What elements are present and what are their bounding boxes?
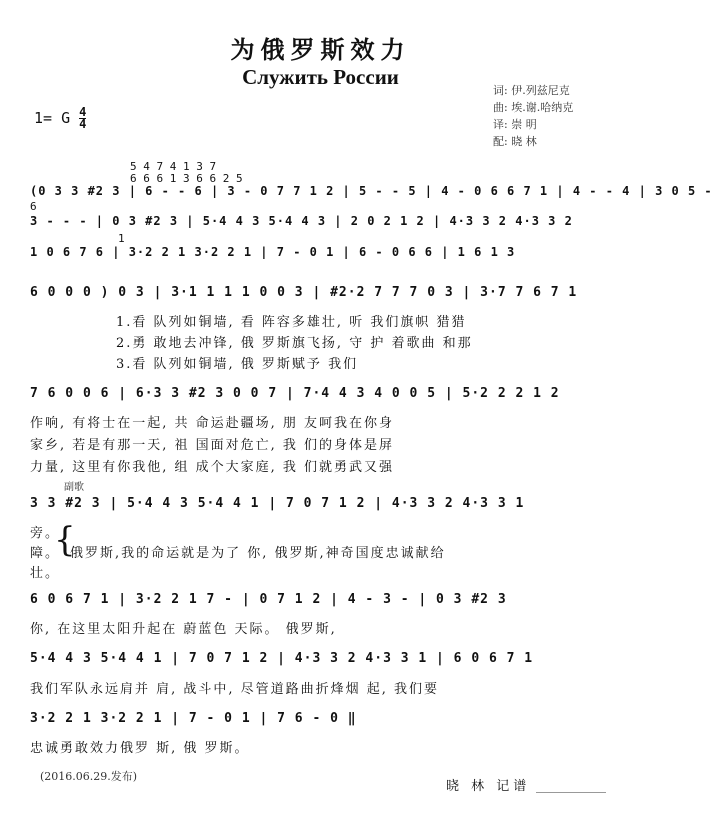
notation-line-3: 1 0 6 7 6 | 3·2 2 1 3·2 2 1 | 7 - 0 1 | 6 - 0 6 6 | 1 6 1 3 xyxy=(30,245,516,259)
verse-3-line-b: 力量, 这里有你我他, 组 成个大家庭, 我 们就勇武又强 xyxy=(30,460,395,475)
publish-date: (2016.06.29.发布) xyxy=(40,770,138,783)
notation-line-1: (0 3 3 #2 3 | 6 - - 6 | 3 - 0 7 7 1 2 | 5 - - 5 | 4 - 0 6 6 7 1 | 4 - - 4 | 3 0 5 - xyxy=(30,184,713,198)
credits-block xyxy=(493,82,573,150)
chorus-lyric-2: 你, 在这里太阳升起在 蔚蓝色 天际。 俄罗斯, xyxy=(30,622,337,637)
notation-line-9: 3·2 2 1 3·2 2 1 | 7 - 0 1 | 7 6 - 0 ‖ xyxy=(30,711,357,726)
credit-composer: 曲: 埃.谢.哈纳克 xyxy=(493,101,574,114)
verse-1-line-a: 1.看 队列如铜墙, 看 阵容多雄壮, 听 我们旗帜 猎猎 xyxy=(116,315,467,330)
chorus-label: 副歌 xyxy=(64,482,84,493)
verse-2-end: 障。 xyxy=(30,546,61,561)
chord-stack-left-2: 1 xyxy=(118,232,125,245)
chorus-lyric-4: 忠诚勇敢效力俄罗 斯, 俄 罗斯。 xyxy=(30,741,250,756)
notation-line-2: 3 - - - | 0 3 #2 3 | 5·4 4 3 5·4 4 3 | 2 0 2 1 2 | 4·3 3 2 4·3 3 2 xyxy=(30,214,573,228)
chorus-lyric-3: 我们军队永远肩并 肩, 战斗中, 尽管道路曲折烽烟 起, 我们要 xyxy=(30,682,440,697)
chord-stack-top: 5 4 7 4 1 3 7 xyxy=(130,160,217,173)
verse-1-end: 旁。 xyxy=(30,526,61,541)
verse-2-line-a: 2.勇 敢地去冲锋, 俄 罗斯旗飞扬, 守 护 着歌曲 和那 xyxy=(116,336,473,351)
key-label: 1= G xyxy=(34,109,71,127)
verse-3-line-a: 3.看 队列如铜墙, 俄 罗斯赋予 我们 xyxy=(116,357,359,372)
signature-underline xyxy=(536,792,606,793)
verse-1-line-b: 作响, 有将士在一起, 共 命运赴疆场, 朋 友呵我在你身 xyxy=(30,416,395,431)
credit-translator: 译: 崇 明 xyxy=(493,118,537,131)
time-signature-denominator: 4 xyxy=(79,117,87,131)
credit-lyricist: 词: 伊.列兹尼克 xyxy=(493,84,570,97)
notation-line-8: 5·4 4 3 5·4 4 1 | 7 0 7 1 2 | 4·3 3 2 4·3 3 1 | 6 0 6 7 1 xyxy=(30,651,534,666)
chord-stack-mid: 6 6 6 1 3 6 6 2 5 xyxy=(130,172,243,185)
song-title-chinese: 为俄罗斯效力 xyxy=(230,35,411,64)
time-signature-numerator: 4 xyxy=(79,105,87,119)
chorus-lyric-1: 俄罗斯,我的命运就是为了 你, 俄罗斯,神奇国度忠诚献给 xyxy=(70,546,446,561)
notation-line-6: 3 3 #2 3 | 5·4 4 3 5·4 4 1 | 7 0 7 1 2 | 4·3 3 2 4·3 3 1 xyxy=(30,496,525,511)
verse-brace: { xyxy=(54,520,76,560)
verse-3-end: 壮。 xyxy=(30,566,61,581)
chord-stack-left: 6 xyxy=(30,200,37,213)
transcriber-signature: 晓 林 记谱 xyxy=(446,779,531,794)
credit-arranger: 配: 晓 林 xyxy=(493,135,537,148)
notation-line-7: 6 0 6 7 1 | 3·2 2 1 7 - | 0 7 1 2 | 4 - 3 - | 0 3 #2 3 xyxy=(30,592,507,607)
verse-2-line-b: 家乡, 若是有那一天, 祖 国面对危亡, 我 们的身体是屏 xyxy=(30,438,395,453)
key-signature xyxy=(34,107,86,130)
song-title-russian: Служить России xyxy=(242,65,399,89)
notation-line-5: 7 6 0 0 6 | 6·3 3 #2 3 0 0 7 | 7·4 4 3 4 0 0 5 | 5·2 2 2 1 2 xyxy=(30,386,560,401)
time-signature xyxy=(79,107,86,130)
notation-line-4: 6 0 0 0 ) 0 3 | 3·1 1 1 1 0 0 3 | #2·2 7 7 7 0 3 | 3·7 7 6 7 1 xyxy=(30,285,578,300)
